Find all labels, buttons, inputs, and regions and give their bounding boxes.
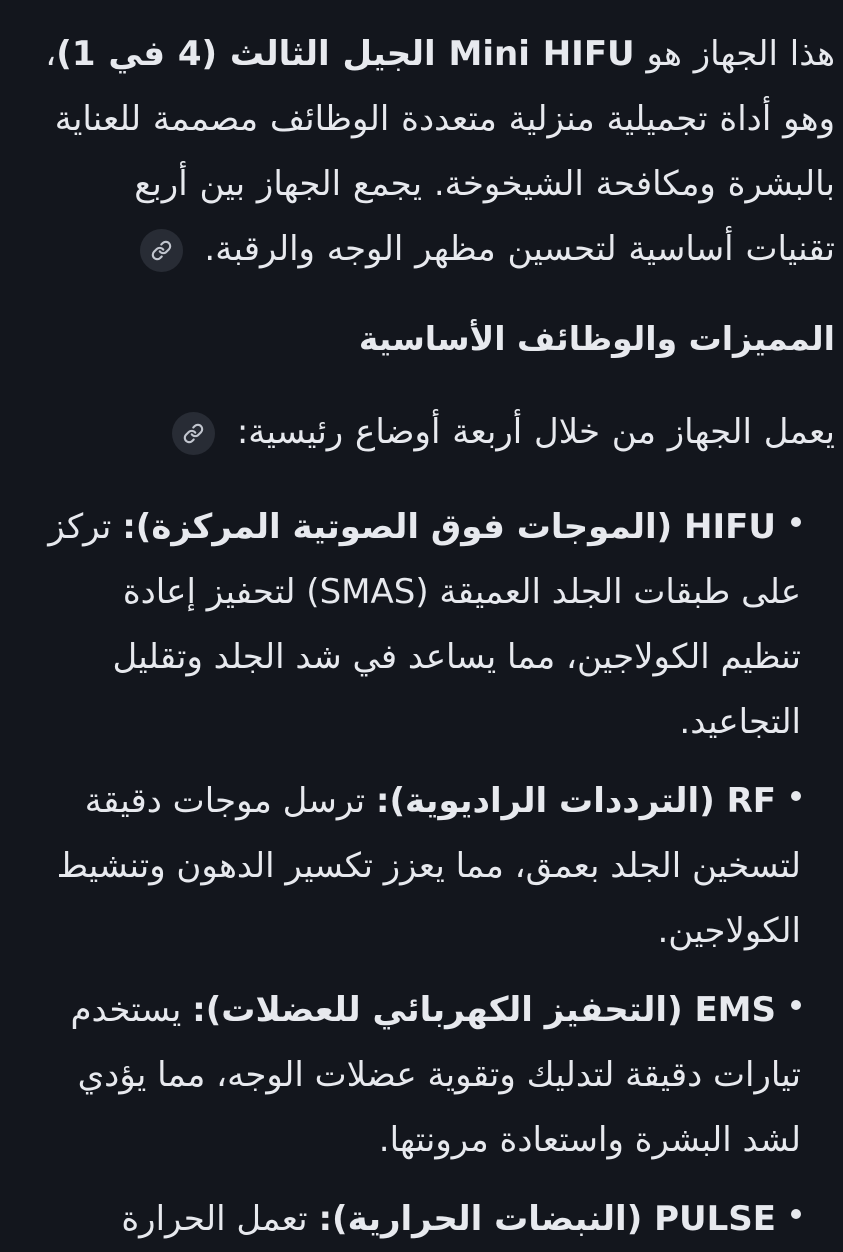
bullet-body: تركز على طبقات الجلد العميقة (SMAS) لتحفيز إعادة تنظيم الكولاجين، مما يساعد في شد الجلد وتقليل التجاعيد.	[48, 507, 801, 742]
bullet-icon	[791, 1209, 801, 1219]
bullet-lead: RF (الترددات الراديوية):	[375, 781, 776, 821]
list-item-pulse	[36, 1187, 801, 1252]
bullet-icon	[791, 791, 801, 801]
bullet-body: ترسل موجات دقيقة لتسخين الجلد بعمق، مما يعزز تكسير الدهون وتنشيط الكولاجين.	[56, 781, 801, 951]
link-icon	[183, 423, 204, 444]
modes-intro-paragraph	[36, 400, 835, 465]
bullet-lead: EMS (التحفيز الكهربائي للعضلات):	[192, 990, 776, 1030]
bullet-icon	[791, 517, 801, 527]
citation-link-button[interactable]	[172, 412, 215, 455]
intro-text-post: ، وهو أداة تجميلية منزلية متعددة الوظائف مصممة للعناية بالبشرة ومكافحة الشيخوخة. يجمع الجهاز بين أربع تقنيات أساسية لتحسين مظهر الوجه والرقبة.	[45, 34, 835, 269]
list-item-rf	[36, 769, 801, 964]
intro-text-pre: هذا الجهاز هو	[634, 34, 835, 74]
intro-paragraph	[36, 22, 835, 282]
section-heading-features: المميزات والوظائف الأساسية	[358, 319, 835, 358]
link-icon	[151, 240, 172, 261]
citation-link-button[interactable]	[140, 229, 183, 272]
bullet-icon	[791, 1000, 801, 1010]
bullet-lead: HIFU (الموجات فوق الصوتية المركزة):	[122, 507, 776, 547]
intro-text-bold: Mini HIFU الجيل الثالث (4 في 1)	[56, 34, 635, 74]
modes-list	[36, 495, 835, 1252]
bullet-body: يستخدم تيارات دقيقة لتدليك وتقوية عضلات الوجه، مما يؤدي لشد البشرة واستعادة مرونتها.	[70, 990, 801, 1160]
bullet-body: تعمل الحرارة	[121, 1199, 319, 1239]
list-item-hifu	[36, 495, 801, 755]
list-item-ems	[36, 978, 801, 1173]
modes-intro-text: يعمل الجهاز من خلال أربعة أوضاع رئيسية:	[236, 412, 835, 452]
bullet-lead: PULSE (النبضات الحرارية):	[318, 1199, 776, 1239]
